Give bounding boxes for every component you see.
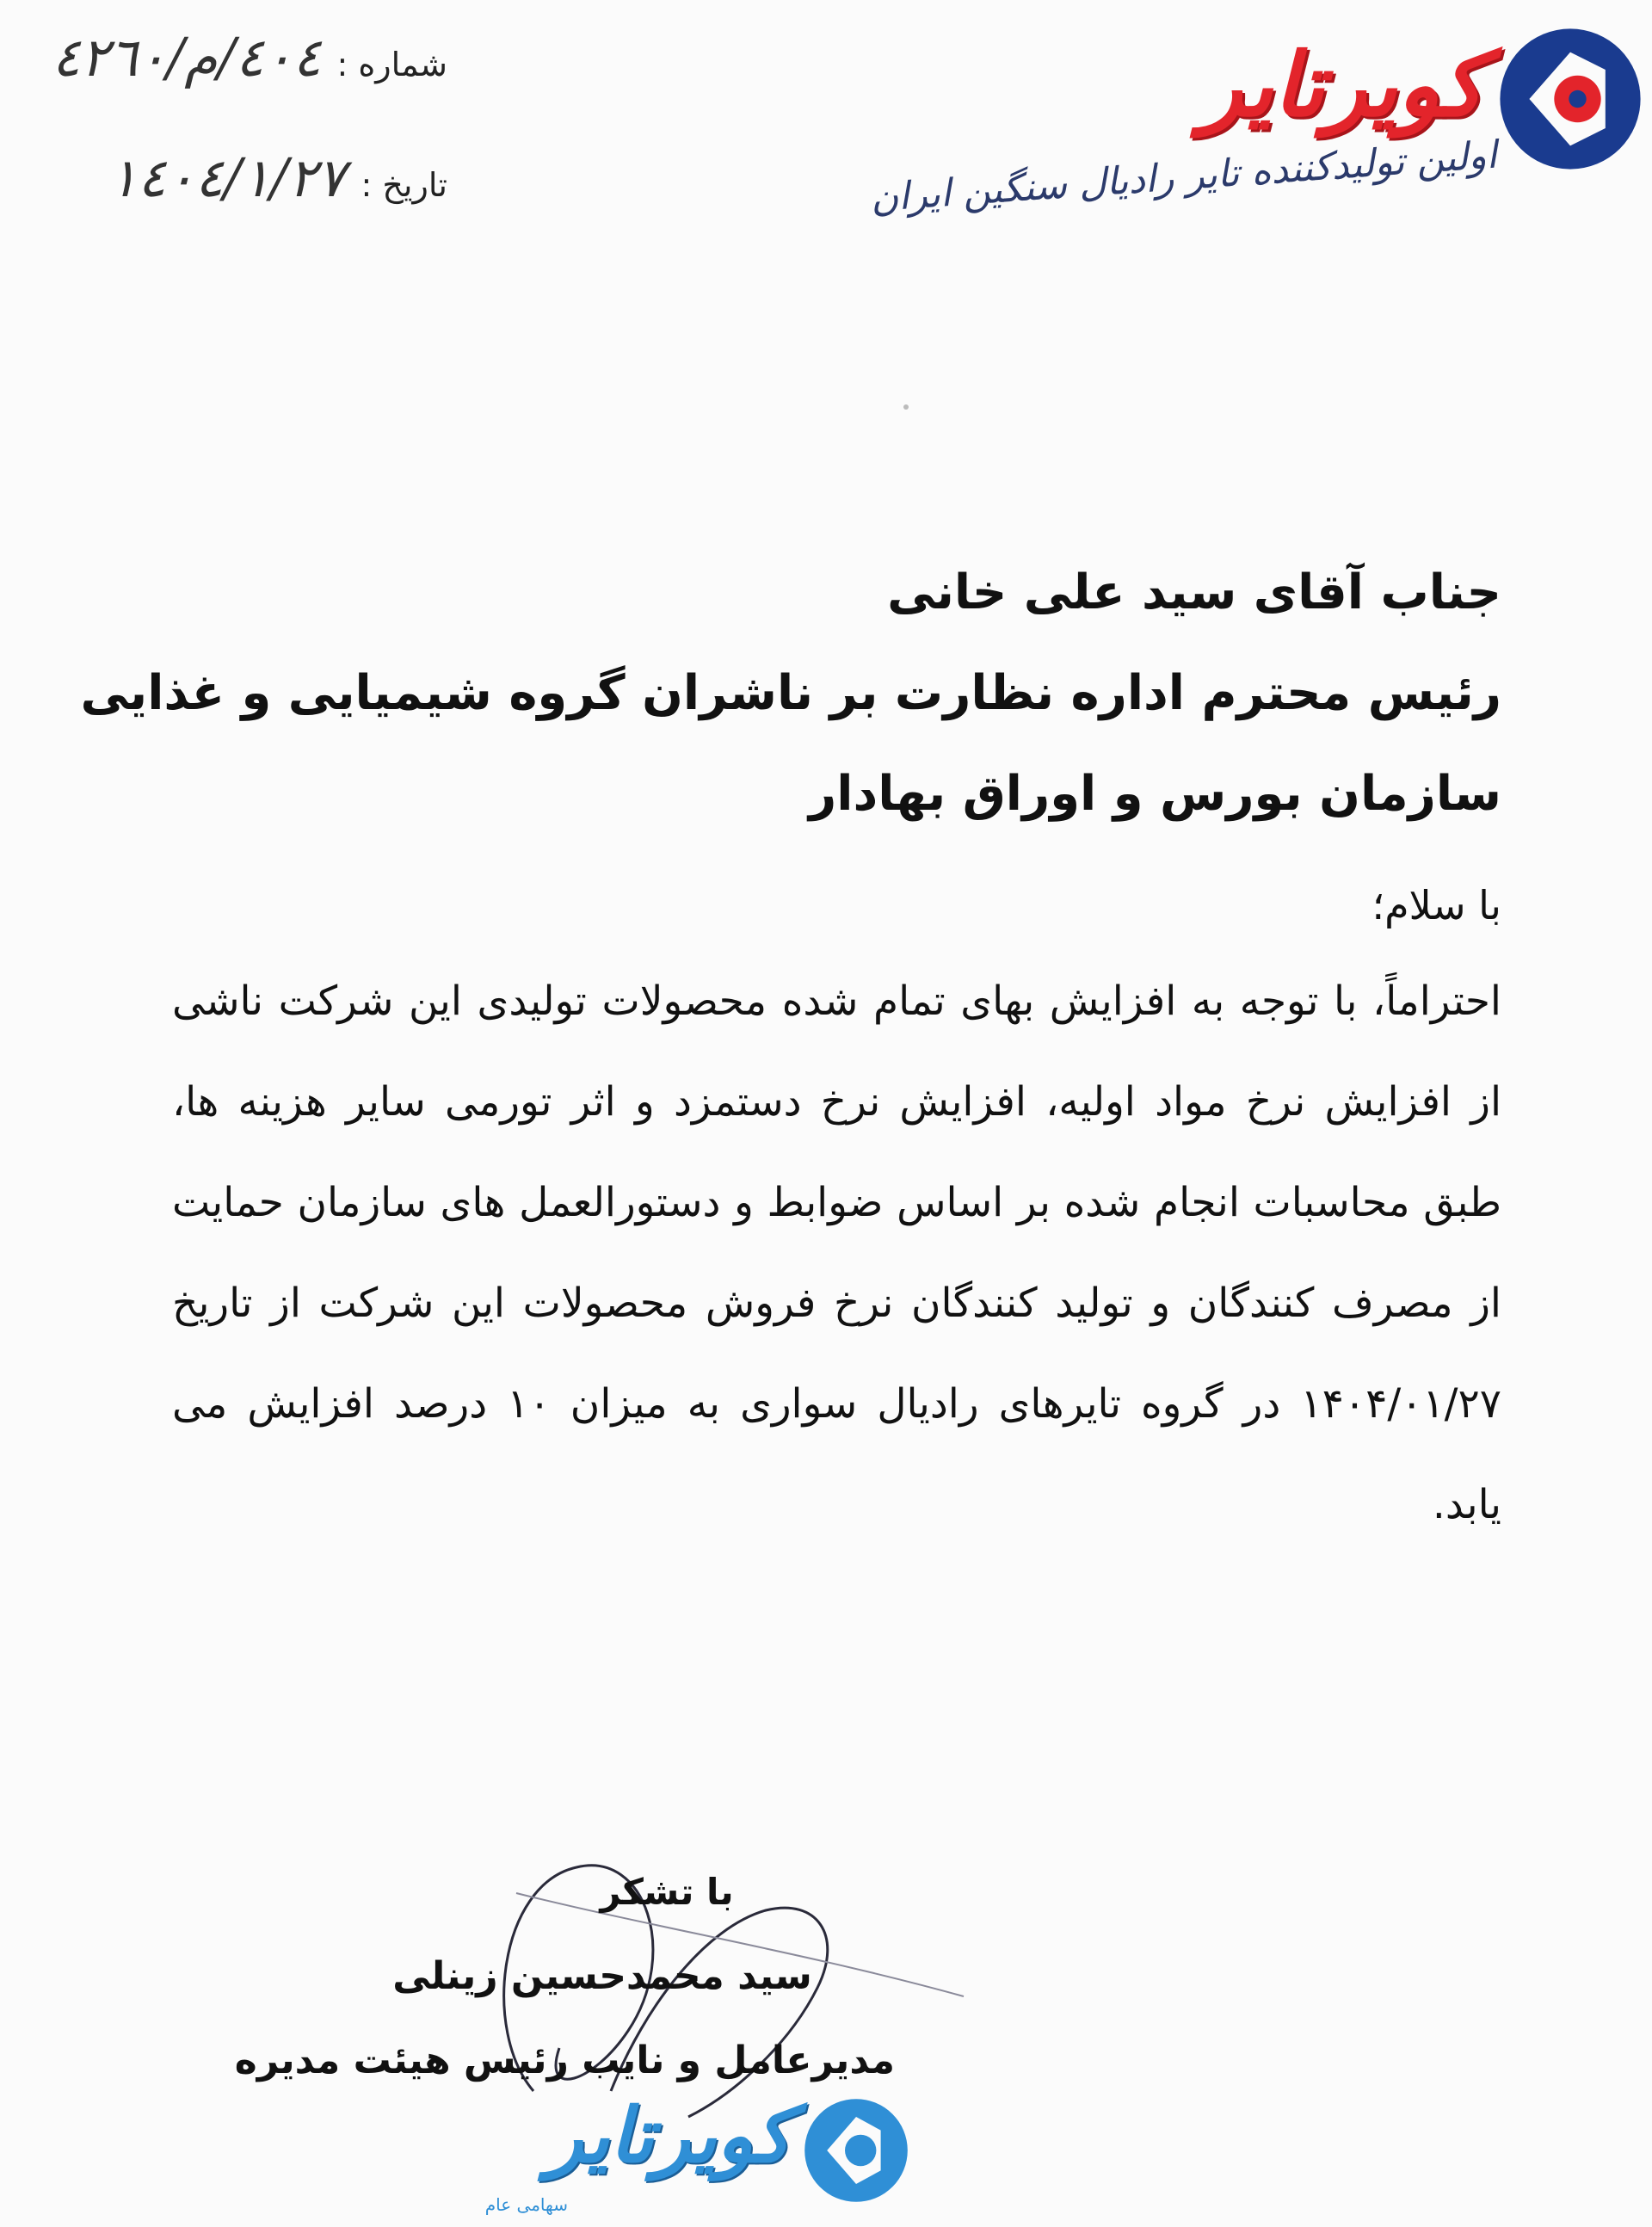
logo-wordmark: کویرتایر [1199, 34, 1484, 137]
signatory-name: سید محمدحسین زینلی [392, 1954, 812, 1998]
closing-block [234, 1850, 895, 2103]
letter-number-value: ٤٠٤/م/٤٢٦٠ [52, 26, 322, 89]
stamp-wordmark: کویرتایر [546, 2091, 792, 2180]
stamp-emblem-icon [800, 2094, 912, 2206]
addressee-name: جناب آقای سید علی خانی [887, 564, 1501, 620]
signatory-title: مدیرعامل و نایب رئیس هیئت مدیره [234, 2039, 895, 2082]
letter-number-row [52, 26, 447, 89]
addressee-title: رئیس محترم اداره نظارت بر ناشران گروه شیمیایی و غذایی [80, 665, 1501, 721]
stamp-caption: سهامی عام [484, 2194, 568, 2215]
scan-speck [903, 404, 909, 410]
company-stamp [430, 2091, 912, 2220]
body-paragraph: احتراماً، با توجه به افزایش بهای تمام شده محصولات تولیدی این شرکت ناشی از افزایش نرخ مواد اولیه، افزایش نرخ دستمزد و اثر تورمی سایر هزینه ها، طبق محاسبات انجام شده بر اساس ضوابط و دستورالعمل های سازمان حمایت از مصرف کنندگان و تولید کنندگان نرخ فروش محصولات این شرکت از تاریخ ۱۴۰۴/۰۱/۲۷ در گروه تایرهای رادیال سواری به میزان ۱۰ درصد افزایش می یابد. [172, 978, 1501, 1528]
tire-emblem-icon [1497, 26, 1643, 172]
letter-date-value: ١٤٠٤/١/٢٧ [108, 146, 346, 209]
closing-thanks: با تشکر [600, 1871, 734, 1913]
addressee-organization: سازمان بورس و اوراق بهادار [809, 766, 1501, 822]
logo-tagline: اولین تولیدکننده تایر رادیال سنگین ایران [868, 133, 1498, 221]
letter-date-row [109, 146, 447, 209]
letter-date-label: تاریخ : [361, 166, 447, 204]
addressee-block [81, 542, 1501, 844]
company-logo [868, 17, 1643, 250]
salutation: با سلام؛ [1372, 882, 1501, 928]
letter-number-label: شماره : [336, 46, 447, 83]
